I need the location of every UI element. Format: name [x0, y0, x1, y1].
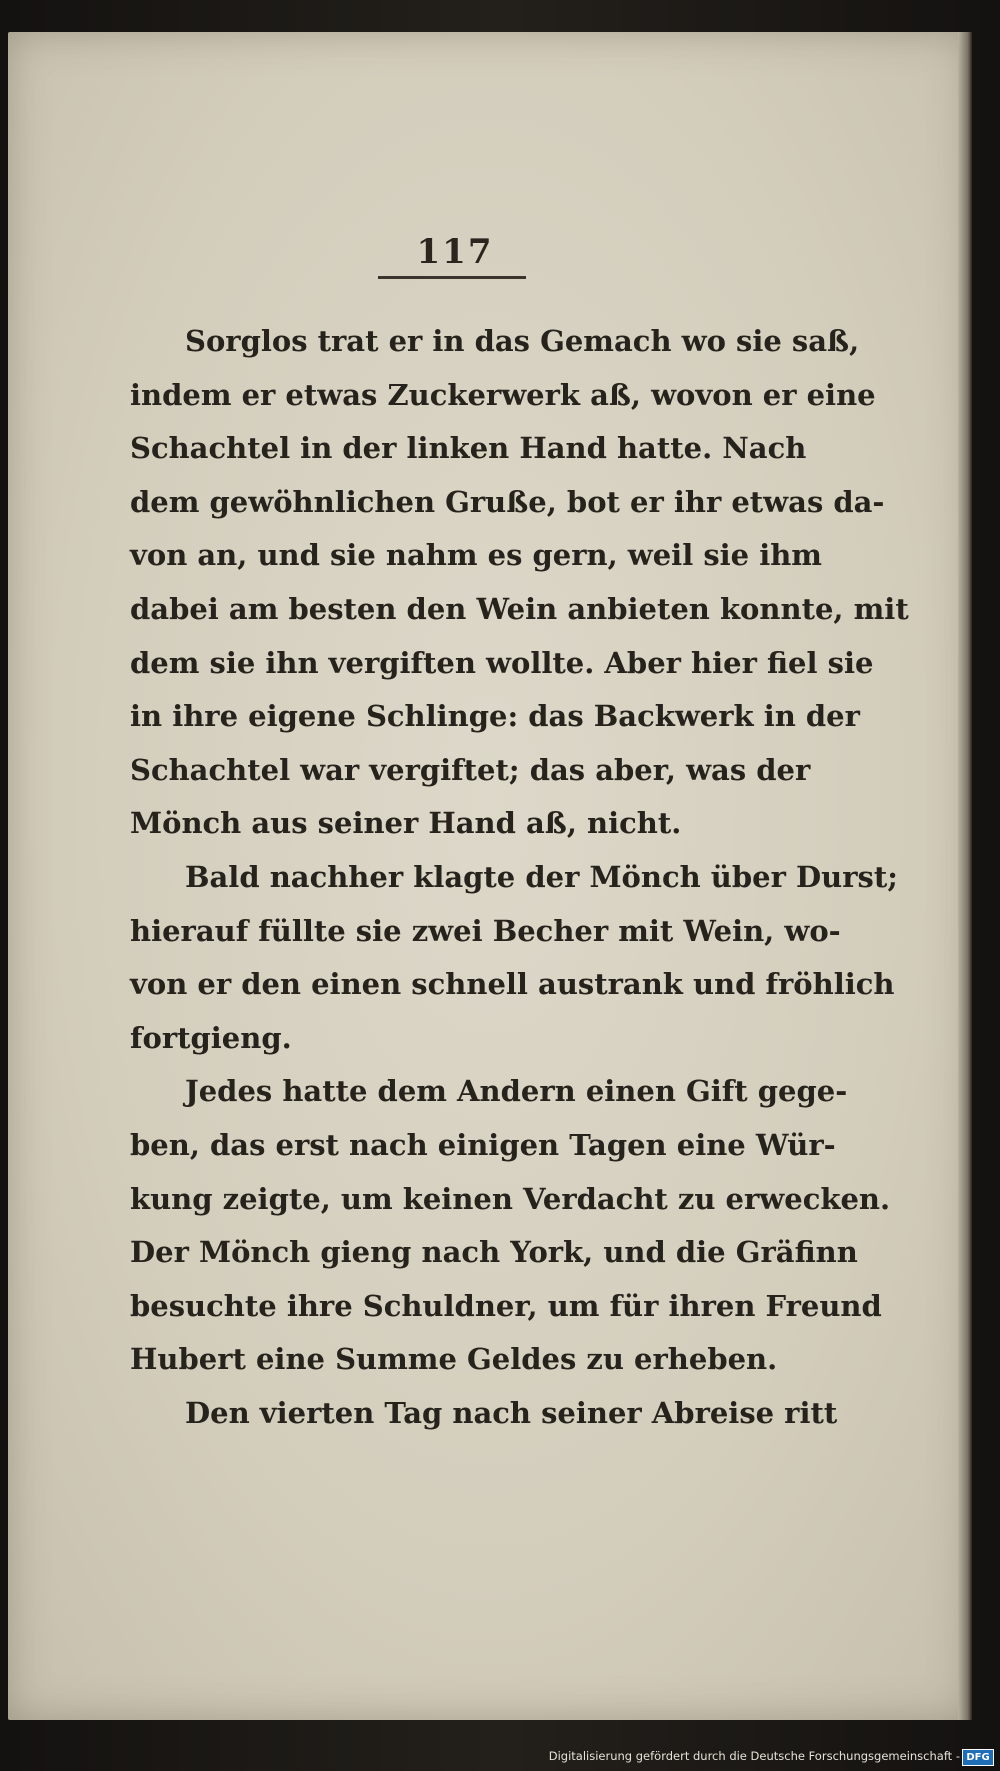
text-line: Mönch aus seiner Hand aß, nicht. — [130, 806, 682, 841]
text-line: Jedes hatte dem Andern einen Gift gege- — [185, 1074, 848, 1109]
text-line: ben, das erst nach einigen Tagen eine Wür- — [130, 1127, 836, 1162]
text-line: von an, und sie nahm es gern, weil sie ihm — [130, 538, 822, 573]
text-line: fortgieng. — [130, 1020, 292, 1055]
text-line: indem er etwas Zuckerwerk aß, wovon er eine — [130, 377, 876, 412]
body-text — [130, 315, 909, 1440]
dfg-logo: DFG — [962, 1749, 994, 1766]
text-line: dabei am besten den Wein anbieten konnte, mit — [130, 591, 909, 626]
text-line: hierauf füllte sie zwei Becher mit Wein, wo- — [130, 913, 841, 948]
text-line: Schachtel in der linken Hand hatte. Nach — [130, 431, 807, 466]
text-line: Schachtel war vergiftet; das aber, was der — [130, 752, 811, 787]
text-line: besuchte ihre Schuldner, um für ihren Freund — [130, 1288, 882, 1323]
page-edge — [958, 32, 972, 1720]
text-line: Sorglos trat er in das Gemach wo sie saß, — [185, 324, 860, 358]
page-number: 117 — [416, 232, 494, 272]
text-line: kung zeigte, um keinen Verdacht zu erwecken. — [130, 1181, 891, 1216]
text-line: dem sie ihn vergiften wollte. Aber hier fiel sie — [130, 645, 874, 680]
text-line: Der Mönch gieng nach York, und die Gräfinn — [130, 1235, 858, 1270]
text-line: dem gewöhnlichen Gruße, bot er ihr etwas da- — [130, 484, 885, 519]
text-line: Hubert eine Summe Geldes zu erheben. — [130, 1342, 778, 1377]
page-number-rule — [378, 276, 526, 279]
text-line: Den vierten Tag nach seiner Abreise ritt — [185, 1395, 838, 1430]
digitization-credit: Digitalisierung gefördert durch die Deutsche Forschungsgemeinschaft - — [548, 1749, 960, 1763]
text-line: von er den einen schnell austrank und fröhlich — [130, 967, 895, 1002]
text-line: in ihre eigene Schlinge: das Backwerk in der — [130, 699, 860, 734]
text-line: Bald nachher klagte der Mönch über Durst; — [185, 859, 898, 894]
